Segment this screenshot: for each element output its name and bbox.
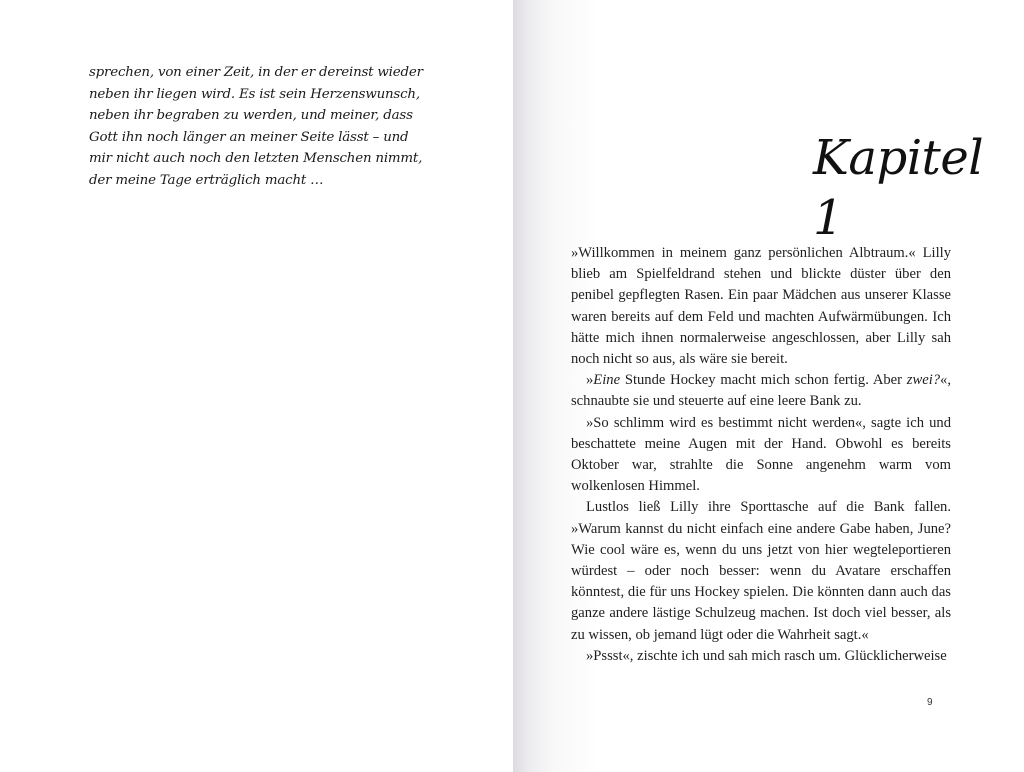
right-page	[513, 0, 1024, 772]
chapter-title: Kapitel 1	[813, 130, 984, 246]
text-run: »	[586, 372, 594, 389]
paragraph: »Pssst«, zischte ich und sah mich rasch um. Glücklicherweise	[586, 647, 947, 664]
handwritten-text: sprechen, von einer Zeit, in der er dereinst wieder neben ihr liegen wird. Es ist sein Herzenswunsch, neben ihr begraben zu werden, und meiner, dass Gott ihn noch länger an meiner Seite lässt – und mir nicht auch noch den letzten Menschen nimmt, der meine Tage erträglich macht …	[89, 65, 423, 188]
paragraph	[571, 370, 951, 412]
text-run: «, schnaubte sie und steuerte auf eine leere Bank zu.	[571, 372, 951, 410]
page-number: 9	[927, 697, 933, 708]
paragraph: »Willkommen in meinem ganz persönlichen Albtraum.« Lilly blieb am Spielfeldrand stehen und blickte düster über den penibel gepflegten Rasen. Ein paar Mädchen aus unserer Klasse waren bereits auf dem Feld und machten Aufwärmübungen. Ich hätte mich ihnen normalerweise angeschlossen, aber Lilly sah noch nicht so aus, als wäre sie bereit.	[571, 245, 951, 368]
emphasis: zwei?	[906, 372, 941, 389]
paragraph: Lustlos ließ Lilly ihre Sporttasche auf die Bank fallen. »Warum kannst du nicht einfach eine andere Gabe haben, June? Wie cool wäre es, wenn du uns jetzt von hier wegteleportieren würdest – oder noch besser: wenn du Avatare erschaffen könntest, die für uns Hockey spielen. Die könnten dann auch das ganze andere lästige Schulzeug machen. Ist doch viel besser, als zu wissen, ob jemand lügt oder die Wahrheit sagt.«	[571, 499, 951, 643]
emphasis: Eine	[593, 372, 621, 389]
paragraph: »So schlimm wird es bestimmt nicht werden«, sagte ich und beschattete meine Augen mit der Hand. Obwohl es bereits Oktober war, strahlte die Sonne angenehm warm vom wolkenlosen Himmel.	[571, 414, 951, 495]
text-run: Stunde Hockey macht mich schon fertig. Aber	[620, 372, 907, 389]
body-text	[571, 243, 951, 667]
